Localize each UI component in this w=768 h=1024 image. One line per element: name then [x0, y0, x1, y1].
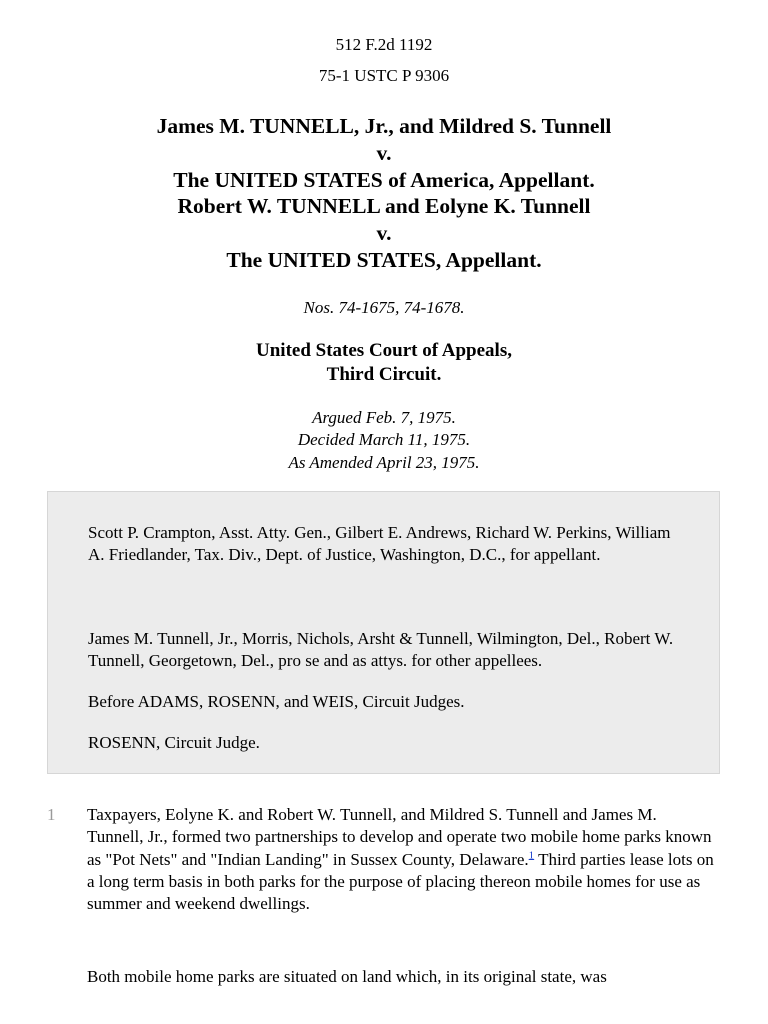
paragraph-text: Both mobile home parks are situated on land which, in its original state, was — [87, 967, 607, 986]
caption-line-3: The UNITED STATES of America, Appellant. — [173, 167, 595, 192]
docket-numbers: Nos. 74-1675, 74-1678. — [303, 298, 465, 317]
caption-versus-2: v. — [376, 221, 392, 246]
opinion-author: ROSENN, Circuit Judge. — [88, 733, 260, 752]
decided-date: Decided March 11, 1975. — [297, 430, 471, 450]
tax-citation: 75-1 USTC P 9306 — [318, 66, 450, 85]
court-name — [0, 339, 768, 387]
caption-line-4: Robert W. TUNNELL and Eolyne K. Tunnell — [177, 194, 591, 219]
paragraph-text-part: Taxpayers, Eolyne K. and Robert W. Tunnell, and Mildred S. Tunnell and James M. Tunnell, Jr., formed two partnerships to develop and operate two mobile home parks known as "Pot Nets" and "Indian Landing" in Sussex County, Delaware. — [87, 805, 712, 869]
argued-date: Argued Feb. 7, 1975. — [312, 408, 456, 427]
caption-line-1: James M. TUNNELL, Jr., and Mildred S. Tunnell — [156, 114, 612, 138]
appellant-counsel: Scott P. Crampton, Asst. Atty. Gen., Gilbert E. Andrews, Richard W. Perkins, William A. Friedlander, Tax. Div., Dept. of Justice, Washington, D.C., for appellant. — [88, 523, 671, 565]
paragraph-text-part: Third parties lease lots on a long term basis in both parks for the purpose of placing thereon mobile homes for use as summer and weekend dwellings. — [87, 849, 714, 914]
court-line-1: United States Court of Appeals, — [256, 340, 512, 361]
case-dates — [0, 407, 768, 474]
caption-versus-1: v. — [376, 140, 392, 165]
reporter-citation: 512 F.2d 1192 — [335, 35, 433, 54]
paragraph-number: 1 — [47, 805, 56, 824]
appellee-counsel: James M. Tunnell, Jr., Morris, Nichols, Arsht & Tunnell, Wilmington, Del., Robert W. Tunnell, Georgetown, Del., pro se and as attys. for other appellees. — [88, 629, 674, 671]
amended-date: As Amended April 23, 1975. — [288, 452, 480, 472]
caption-line-6: The UNITED STATES, Appellant. — [226, 247, 542, 272]
counsel-panel — [47, 491, 720, 774]
case-caption — [0, 113, 768, 274]
footnote-link[interactable]: 1 — [528, 848, 535, 861]
bench-panel: Before ADAMS, ROSENN, and WEIS, Circuit Judges. — [88, 692, 465, 711]
court-line-2: Third Circuit. — [326, 364, 442, 385]
paragraph-text — [87, 804, 715, 915]
